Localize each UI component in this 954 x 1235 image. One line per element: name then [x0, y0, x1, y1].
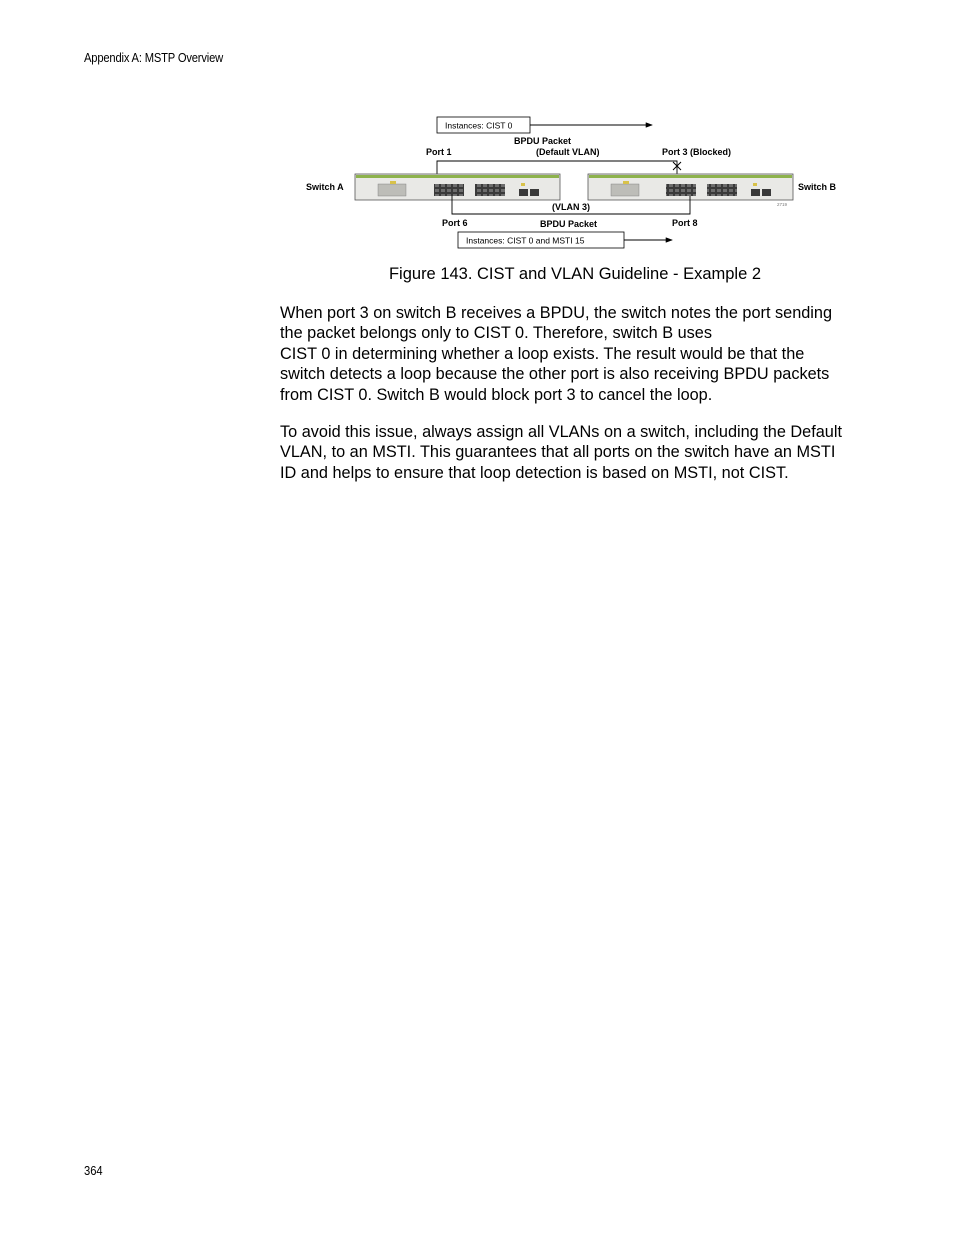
- port-8-label: Port 8: [672, 218, 698, 228]
- port-6-label: Port 6: [442, 218, 468, 228]
- page-number: 364: [84, 1163, 103, 1178]
- switch-b-port-block-1: [666, 184, 696, 196]
- paragraph-1-line: switch detects a loop because the other port is also receiving BPDU packets: [280, 365, 830, 384]
- switch-b: [588, 174, 793, 200]
- paragraph-1-line: CIST 0 in determining whether a loop exists. The result would be that the: [280, 344, 805, 363]
- bpdu-top-label: BPDU Packet: [514, 136, 572, 146]
- figure-id: 2719: [777, 202, 788, 207]
- switch-a-port-block-2: [475, 184, 505, 196]
- paragraph-1-line: When port 3 on switch B receives a BPDU, the switch notes the port sending: [280, 304, 833, 322]
- network-diagram: [290, 108, 850, 258]
- paragraph-2: [280, 422, 875, 483]
- paragraph-1-line: the packet belongs only to CIST 0. Therefore, switch B uses: [280, 324, 712, 343]
- diagram-svg: [290, 108, 850, 258]
- paragraph-1: [280, 303, 875, 405]
- switch-a-label: Switch A: [306, 182, 344, 192]
- port-3-label: Port 3 (Blocked): [662, 147, 732, 157]
- instances-bottom-label: Instances: CIST 0 and MSTI 15: [466, 235, 585, 246]
- vlan3-label: (VLAN 3): [552, 202, 590, 212]
- switch-b-port-block-2: [707, 184, 737, 196]
- instances-top-label: Instances: CIST 0: [445, 120, 513, 131]
- paragraph-2-line: VLAN, to an MSTI. This guarantees that all ports on the switch have an MSTI: [280, 443, 836, 462]
- figure-caption: Figure 143. CIST and VLAN Guideline - Example 2: [388, 265, 762, 283]
- default-vlan-label: (Default VLAN): [536, 147, 600, 157]
- paragraph-2-line: To avoid this issue, always assign all VLANs on a switch, including the Default: [280, 423, 842, 441]
- instances-bottom-callout: [458, 232, 672, 248]
- bpdu-bottom-label: BPDU Packet: [540, 219, 598, 229]
- switch-a: [355, 174, 560, 200]
- port-1-label: Port 1: [426, 147, 452, 157]
- instances-top-callout: [437, 117, 652, 133]
- switch-a-port-block-1: [434, 184, 464, 196]
- page-header: Appendix A: MSTP Overview: [84, 50, 224, 65]
- switch-b-label: Switch B: [798, 182, 837, 192]
- paragraph-1-line: from CIST 0. Switch B would block port 3 to cancel the loop.: [280, 385, 713, 404]
- paragraph-2-line: ID and helps to ensure that loop detection is based on MSTI, not CIST.: [280, 463, 789, 482]
